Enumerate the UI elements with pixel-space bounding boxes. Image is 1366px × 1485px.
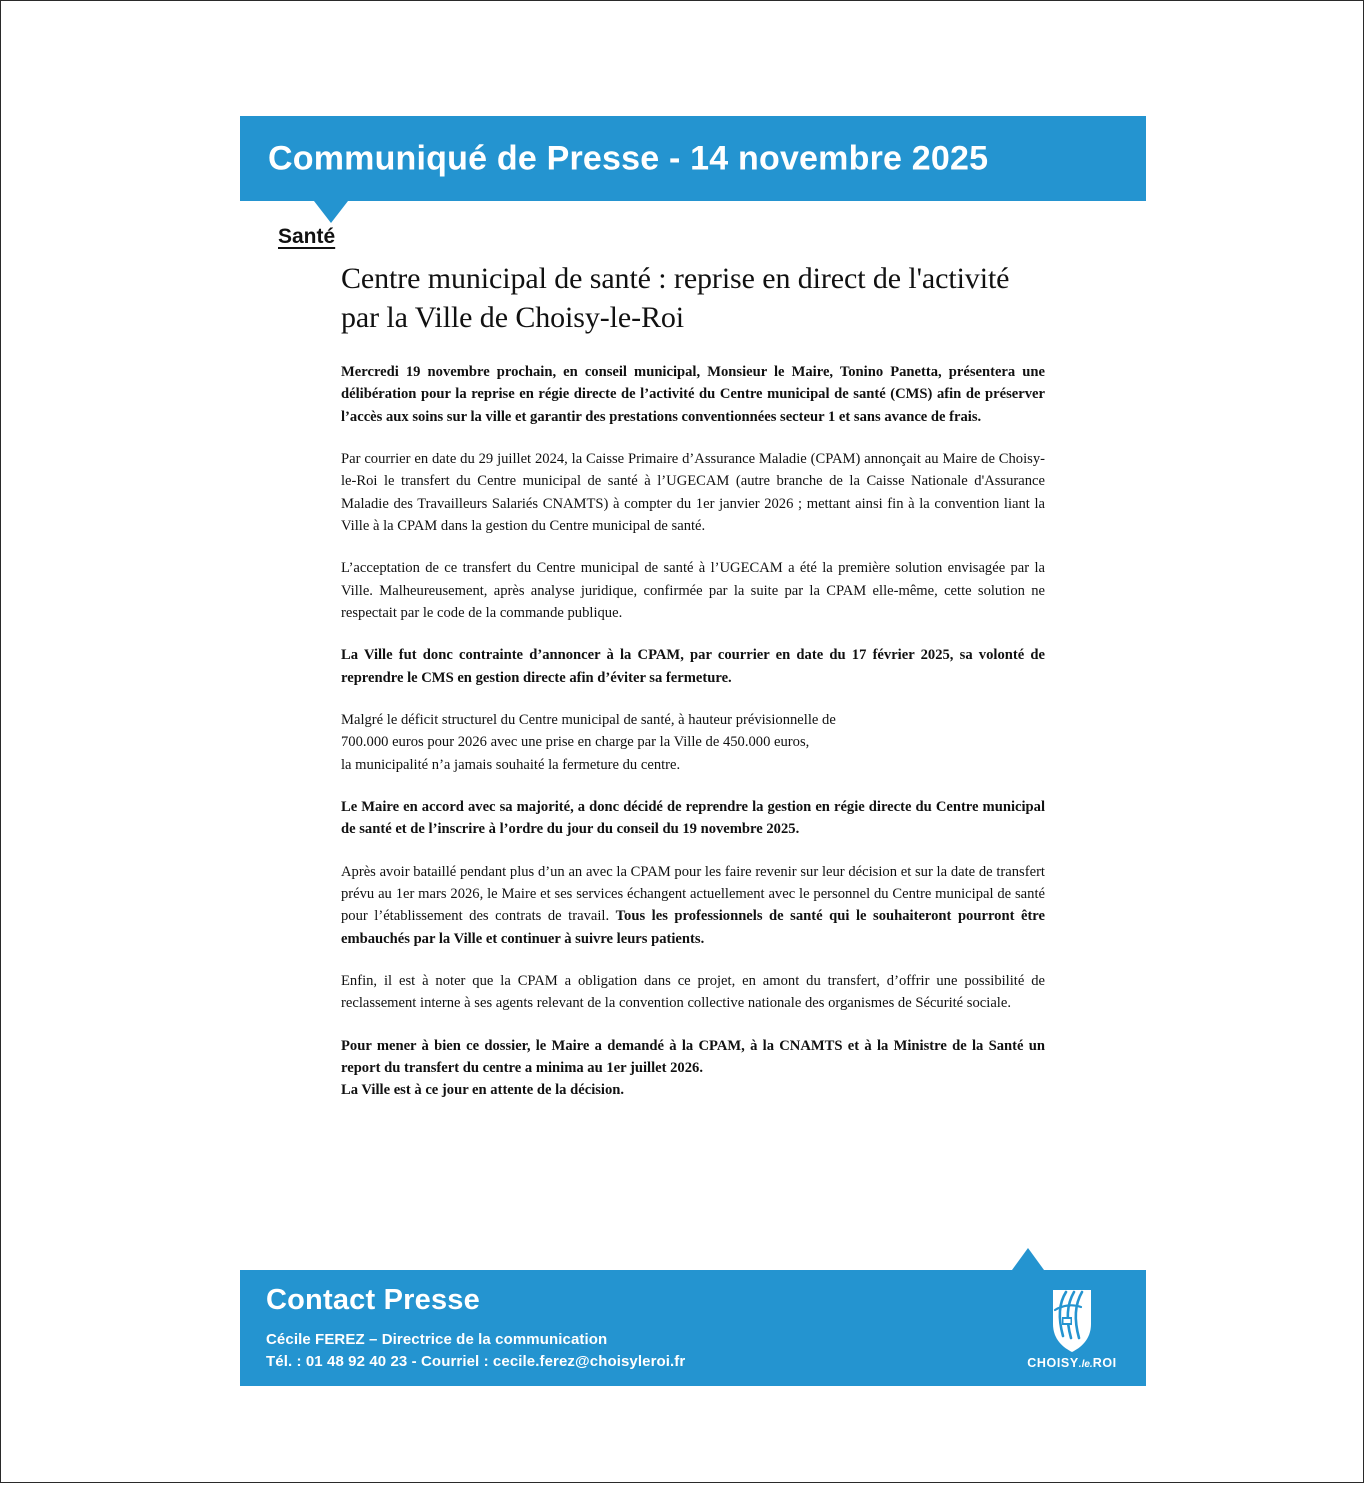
paragraph-postponement-line-1: Pour mener à bien ce dossier, le Maire a demandé à la CPAM, à la CNAMTS et à la Ministre de la Santé un report du transfert du centre a minima au 1er juillet 2026. (341, 1037, 1045, 1076)
logo-word-roi: ROI (1092, 1356, 1117, 1370)
paragraph-staff-contracts (341, 861, 1045, 950)
paragraph-deficit (341, 709, 1045, 776)
rubric-label: Santé (278, 225, 336, 248)
article-body (341, 259, 1045, 1122)
paragraph-postponement-line-2: La Ville est à ce jour en attente de la décision. (341, 1082, 625, 1099)
paragraph-staff-contracts-regular: Après avoir bataillé pendant plus d’un an avec la CPAM pour les faire revenir sur leur décision et sur la date de transfert prévu au 1er mars 2026, le Maire et ses services échangent actuellement avec le personnel du Centre municipal de santé pour l’établissement des contrats de travail. (341, 863, 1045, 925)
contact-heading: Contact Presse (266, 1284, 480, 1316)
paragraph-cpam-letter: Par courrier en date du 29 juillet 2024, la Caisse Primaire d’Assurance Maladie (CPAM) annonçait au Maire de Choisy-le-Roi le transfert du Centre municipal de santé à l’UGECAM (autre branche de la Caisse Nationale d'Assurance Maladie des Travailleurs Salariés CNAMTS) à compter du 1er janvier 2026 ; mettant ainsi fin à la convention liant la Ville à la CPAM dans la gestion du Centre municipal de santé. (341, 450, 1045, 534)
paragraph-staff-contracts-bold: Tous les professionnels de santé qui le souhaiteront pourront être embauchés par la Ville et continuer à suivre leurs patients. (341, 908, 1045, 947)
paragraph-direct-management-announcement: La Ville fut donc contrainte d’annoncer à la CPAM, par courrier en date du 17 février 2025, sa volonté de reprendre le CMS en gestion directe afin d’éviter sa fermeture. (341, 647, 1045, 686)
footer-pointer-triangle-icon (1012, 1248, 1044, 1270)
paragraph-postponement-request (341, 1035, 1045, 1102)
paragraph-intro: Mercredi 19 novembre prochain, en conseil municipal, Monsieur le Maire, Tonino Panetta, présentera une délibération pour la reprise en régie directe de l’activité du Centre municipal de santé (CMS) afin de préserver l’accès aux soins sur la ville et garantir des prestations conventionnées secteur 1 et sans avance de frais. (341, 364, 1045, 425)
contact-person: Cécile FEREZ – Directrice de la communication (266, 1331, 608, 1348)
page-title: Communiqué de Presse - 14 novembre 2025 (268, 139, 989, 177)
paragraph-mayor-decision: Le Maire en accord avec sa majorité, a donc décidé de reprendre la gestion en régie directe du Centre municipal de santé et de l’inscrire à l’ordre du jour du conseil du 19 novembre 2025. (341, 798, 1045, 838)
article-title: Centre municipal de santé : reprise en direct de l'activité par la Ville de Choisy-le-Roi (341, 262, 1010, 334)
header-pointer-triangle-icon (314, 201, 348, 223)
logo-word-le: .le. (1078, 1359, 1093, 1370)
contact-phone-email: Tél. : 01 48 92 40 23 - Courriel : cecile.ferez@choisyleroi.fr (266, 1353, 686, 1370)
city-logo (1026, 1284, 1118, 1376)
paragraph-deficit-line-3: la municipalité n’a jamais souhaité la fermeture du centre. (341, 756, 681, 773)
logo-word-choisy: CHOISY (1027, 1356, 1079, 1370)
footer-banner (240, 1270, 1146, 1386)
header-banner (240, 116, 1146, 201)
paragraph-deficit-line-2: 700.000 euros pour 2026 avec une prise en charge par la Ville de 450.000 euros, (341, 734, 810, 751)
shield-icon (1026, 1284, 1118, 1356)
paragraph-reclassification: Enfin, il est à noter que la CPAM a obligation dans ce projet, en amont du transfert, d’offrir une possibilité de reclassement interne à ses agents relevant de la convention collective nationale des organismes de Sécurité sociale. (341, 972, 1045, 1012)
paragraph-ugecam-analysis: L’acceptation de ce transfert du Centre municipal de santé à l’UGECAM a été la première solution envisagée par la Ville. Malheureusement, après analyse juridique, confirmée par la suite par la CPAM elle-même, cette solution ne respectait par le code de la commande publique. (341, 560, 1045, 621)
paragraph-deficit-line-1: Malgré le déficit structurel du Centre municipal de santé, à hauteur prévisionnelle de (341, 711, 836, 728)
logo-wordmark (1026, 1356, 1118, 1370)
